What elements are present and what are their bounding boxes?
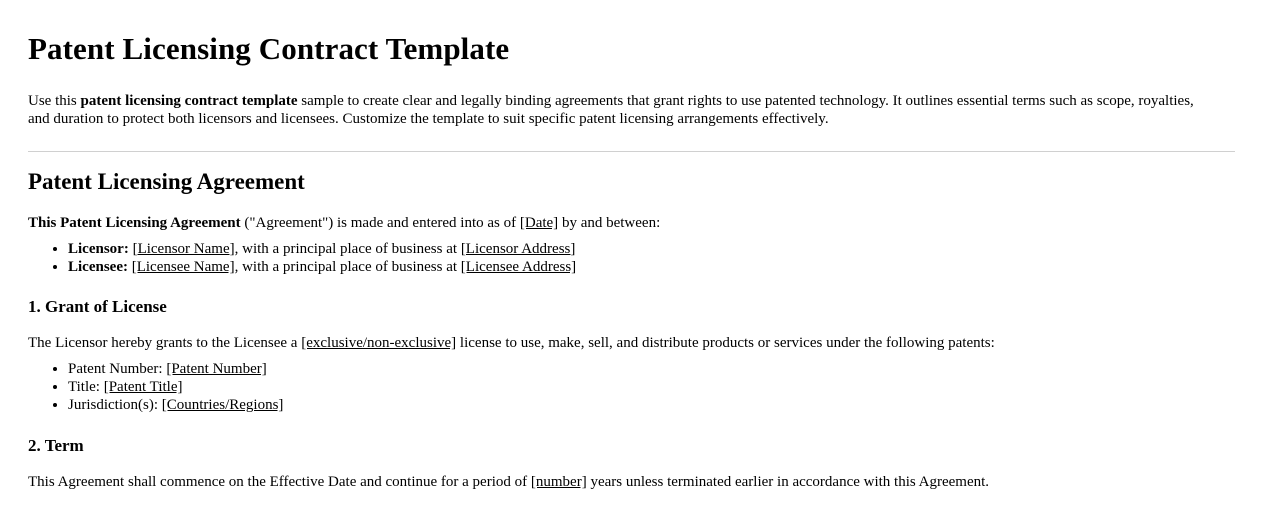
patent-title-placeholder[interactable]: [Patent Title] [103,379,183,396]
term-number-placeholder[interactable]: [number] [530,473,587,490]
licensor-address-placeholder[interactable]: [Licensor Address] [460,240,576,257]
licensee-name-placeholder[interactable]: [Licensee Name] [131,258,235,275]
preamble-mid-text: ("Agreement") is made and entered into as of [240,214,520,231]
licensee-address-placeholder[interactable]: [Licensee Address] [460,258,577,275]
grant-of-license-paragraph [28,334,1235,353]
exclusivity-placeholder[interactable]: [exclusive/non-exclusive] [301,335,457,352]
intro-text-rest: sample to create clear and legally binding agreements that grant rights to use patented technology. It outlines essential terms such as scope, royalties, and duration to protect both licensors and licensees. Customize the template to suit specific patent licensing arrangements effectively. [28,93,1194,128]
divider [28,151,1235,152]
preamble-paragraph [28,214,1235,233]
preamble-tail-text: by and between: [558,214,661,231]
licensee-label: Licensee: [68,258,128,275]
patent-number-placeholder[interactable]: [Patent Number] [166,360,267,377]
parties-list [28,240,1235,277]
licensor-mid-text: , with a principal place of business at [234,240,461,257]
intro-text-lead: Use this [28,93,81,110]
list-item [68,240,1235,258]
licensee-mid-text: , with a principal place of business at [234,258,461,275]
licensor-label: Licensor: [68,240,129,257]
intro-paragraph [28,92,1213,129]
term-text-lead: This Agreement shall commence on the Effective Date and continue for a period of [28,473,531,490]
patent-details-list [28,360,1235,415]
section-heading-term: 2. Term [28,435,84,455]
grant-text-rest: license to use, make, sell, and distribute products or services under the following patents: [456,335,995,352]
grant-text-lead: The Licensor hereby grants to the Licensee a [28,335,302,352]
list-item [68,258,1235,276]
patent-number-label: Patent Number: [68,360,167,377]
jurisdiction-placeholder[interactable]: [Countries/Regions] [161,397,284,414]
list-item [68,360,1235,378]
jurisdiction-label: Jurisdiction(s): [68,397,162,414]
date-placeholder[interactable]: [Date] [519,214,559,231]
agreement-heading: Patent Licensing Agreement [28,168,305,194]
term-text-rest: years unless terminated earlier in accordance with this Agreement. [586,473,990,490]
list-item [68,378,1235,396]
preamble-bold-lead: This Patent Licensing Agreement [28,214,241,231]
section-heading-grant-of-license: 1. Grant of License [28,297,167,317]
patent-title-label: Title: [68,379,104,396]
page-title: Patent Licensing Contract Template [28,31,510,66]
licensor-name-placeholder[interactable]: [Licensor Name] [132,240,235,257]
term-paragraph [28,473,1235,492]
list-item [68,396,1235,414]
intro-bold-phrase: patent licensing contract template [80,93,298,110]
